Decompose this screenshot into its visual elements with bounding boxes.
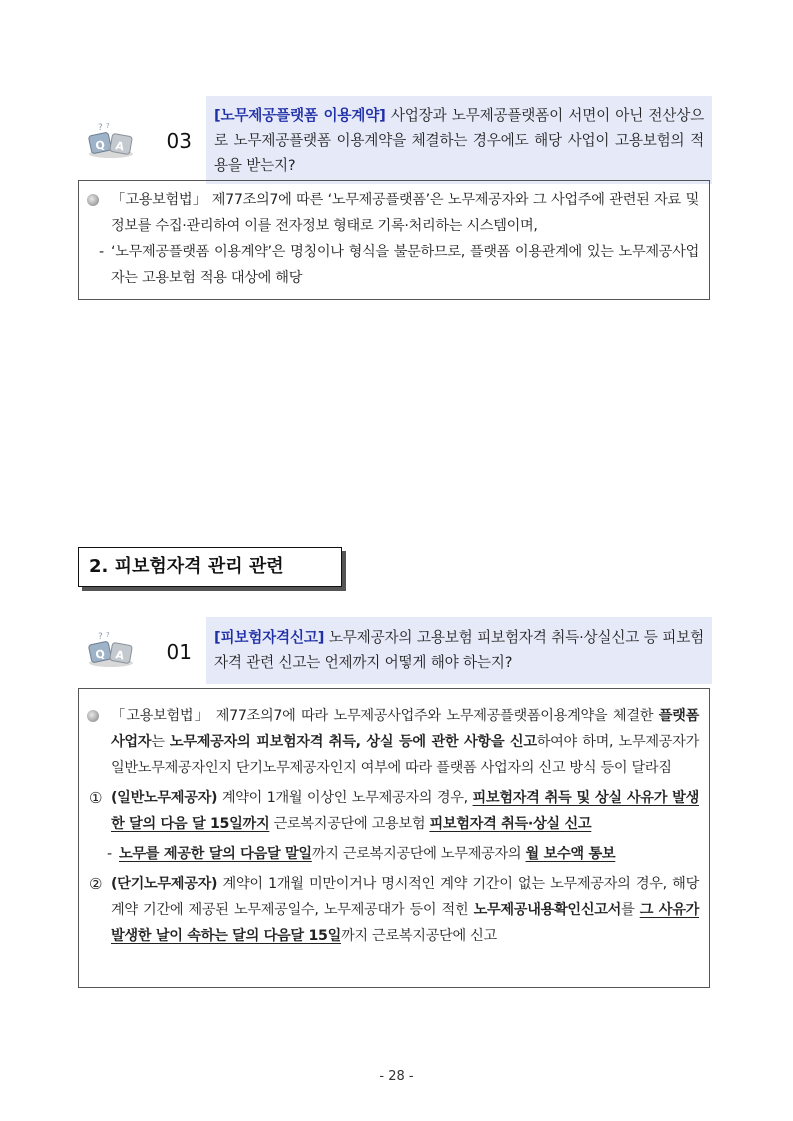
answer-bold-text: 플랫폼사업자 xyxy=(111,708,699,750)
answer-underlined-text: 월 보수액 통보 xyxy=(525,846,616,862)
question-tag: [노무제공플랫폼 이용계약] xyxy=(214,107,386,124)
question-text xyxy=(206,617,712,684)
answer-text: ‘노무제공플랫폼 이용계약’은 명칭이나 형식을 불문하므로, 플랫폼 이용관계에 있는 노무제공사업자는 고용보험 적용 대상에 해당 xyxy=(111,244,699,286)
answer-box-03 xyxy=(78,180,710,300)
answer-text: 까지 근로복지공단에 노무제공자의 xyxy=(311,846,526,862)
answer-text: 를 xyxy=(621,902,640,918)
svg-text:Q: Q xyxy=(94,138,107,153)
bullet-icon xyxy=(87,194,99,206)
question-text xyxy=(206,96,712,184)
answer-paragraph xyxy=(79,703,709,781)
qa-question-block-03 xyxy=(78,96,712,184)
dash-marker: - xyxy=(99,244,104,260)
bullet-icon xyxy=(87,710,99,722)
answer-underlined-text: 노무를 제공한 달의 다음달 말일 xyxy=(119,846,312,862)
qa-question-block-01 xyxy=(78,617,712,684)
question-body: 사업장과 노무제공플랫폼이 서면이 아닌 전산상으로 노무제공플랫폼 이용계약을 체결하는 경우에도 해당 사업이 고용보험의 적용을 받는지? xyxy=(214,107,704,174)
qa-icon xyxy=(86,120,136,160)
svg-text:?: ? xyxy=(98,632,103,642)
question-number: 01 xyxy=(166,640,192,664)
answer-text: 계약이 1개월 이상인 노무제공자의 경우, xyxy=(217,790,473,806)
qa-badge xyxy=(78,617,206,684)
answer-text: 「고용보험법」 제77조의7에 따른 ‘노무제공플랫폼’은 노무제공자와 그 사업주에 관련된 자료 및 정보를 수집·관리하여 이를 전자정보 형태로 기록·처리하는 시스템이며, xyxy=(111,192,699,234)
answer-underlined-text: 피보험자격 취득 및 상실 사유가 발생한 달의 다음 달 15일까지 xyxy=(111,790,699,832)
answer-text: 하여야 하며, 노무제공자가 일반노무제공자인지 단기노무제공자인지 여부에 따라 플랫폼 사업자의 신고 방식 등이 달라짐 xyxy=(111,734,699,776)
svg-text:A: A xyxy=(114,139,126,154)
question-number: 03 xyxy=(166,129,192,153)
answer-box-01 xyxy=(78,688,710,988)
item-label: (단기노무제공자) xyxy=(111,876,218,892)
answer-bold-text: 노무제공자의 피보험자격 취득, 상실 등에 관한 사항을 신고 xyxy=(169,734,537,750)
answer-subitem xyxy=(79,841,709,867)
qa-icon xyxy=(86,629,136,669)
answer-item-1 xyxy=(79,785,709,837)
question-body: 노무제공자의 고용보험 피보험자격 취득·상실신고 등 피보험자격 관련 신고는 언제까지 어떻게 해야 하는지? xyxy=(214,629,704,671)
answer-item-2 xyxy=(79,871,709,949)
answer-underlined-text: 그 사유가 발생한 날이 속하는 달의 다음달 15일 xyxy=(111,902,700,944)
section-header: 2. 피보험자격 관리 관련 xyxy=(78,547,342,587)
answer-bold-text: 노무제공내용확인신고서 xyxy=(473,902,622,918)
qa-badge xyxy=(78,96,206,184)
dash-marker: - xyxy=(107,846,112,862)
item-marker: ① xyxy=(89,789,103,807)
item-marker: ② xyxy=(89,875,103,893)
svg-text:?: ? xyxy=(106,122,110,130)
answer-paragraph xyxy=(79,187,709,239)
svg-text:Q: Q xyxy=(94,647,107,662)
answer-text: 까지 근로복지공단에 신고 xyxy=(341,928,497,944)
svg-text:A: A xyxy=(114,648,126,663)
answer-text: 「고용보험법」 제77조의7에 따라 노무제공사업주와 노무제공플랫폼이용계약을 체결한 xyxy=(111,708,659,724)
answer-underlined-text: 피보험자격 취득·상실 신고 xyxy=(429,816,592,832)
question-tag: [피보험자격신고] xyxy=(214,629,325,646)
svg-text:?: ? xyxy=(98,123,103,133)
answer-text: 근로복지공단에 고용보험 xyxy=(269,816,430,832)
page-number: - 28 - xyxy=(379,1069,414,1084)
answer-text: 계약이 1개월 미만이거나 명시적인 계약 기간이 없는 노무제공자의 경우, 해당 계약 기간에 제공된 노무제공일수, 노무제공대가 등이 적힌 xyxy=(111,876,699,918)
answer-subparagraph xyxy=(79,239,709,291)
svg-text:?: ? xyxy=(106,631,110,639)
answer-text: 는 xyxy=(151,734,170,750)
item-label: (일반노무제공자) xyxy=(111,790,218,806)
